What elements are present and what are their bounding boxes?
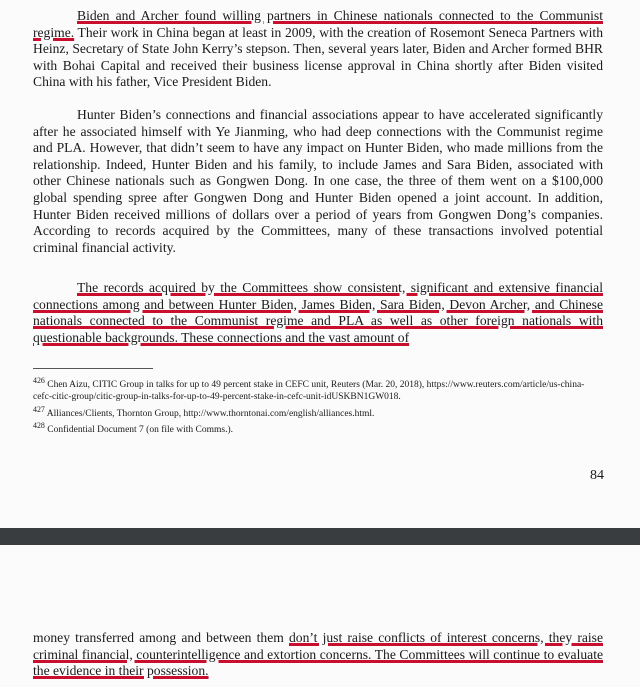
page-number: 84 xyxy=(590,468,604,483)
page-separator xyxy=(0,528,640,545)
highlighted-sentence: don’t just raise conflicts of interest concerns, they raise criminal financial, counterintelligence and extortion concerns. The Committees will continue to evaluate the evidence in their possession. xyxy=(33,630,603,679)
footnote-divider xyxy=(33,368,153,369)
paragraph-continuation xyxy=(33,630,603,680)
highlighted-sentence: Biden and Archer found willing partners in Chinese nationals connected to the Communist regime. xyxy=(33,8,603,40)
paragraph-text: Their work in China began at least in 2009, with the creation of Rosemont Seneca Partners with Heinz, Secretary of State John Kerry’s stepson. Then, several years later, Biden and Archer formed BHR with Bohai Capital and received their business license approval in China shortly after Biden visited China with his father, Vice President Biden. xyxy=(33,24,603,90)
paragraph-3 xyxy=(33,280,603,346)
paragraph-2 xyxy=(33,107,603,256)
paragraph-text: money transferred among and between them xyxy=(33,630,289,645)
footnote-428: $^{428}$ Confidential Document 7 (on file with Comms.). xyxy=(33,420,233,436)
paragraph-text: Hunter Biden’s connections and financial associations appear to have accelerated significantly after he associated himself with Ye Jianming, who had deep connections with the Communist regime and PLA. However, that didn’t seem to have any impact on Hunter Biden, who made millions from the relationship. Indeed, Hunter Biden and his family, to include James and Sara Biden, associated with other Chinese nationals such as Gongwen Dong. In one case, the three of them went on a $100,000 global spending spree after Gongwen Dong and Hunter Biden opened a joint account. In addition, Hunter Biden received millions of dollars over a period of years from Gongwen Dong’s companies. According to records acquired by the Committees, many of these transactions involved potential criminal financial activity. xyxy=(33,107,603,255)
footnotes xyxy=(33,375,603,436)
highlighted-sentence: The records acquired by the Committees show consistent, significant and extensive financial connections among and between Hunter Biden, James Biden, Sara Biden, Devon Archer, and Chinese nationals connected to the Communist regime and PLA as well as other foreign nationals with questionable backgrounds. These connections and the vast amount of xyxy=(33,280,603,345)
footnote-427: $^{427}$ Alliances/Clients, Thornton Group, http://www.thorntonai.com/english/alliances.html. xyxy=(33,404,375,419)
footnote-426: $^{426}$ Chen Aizu, CITIC Group in talks for up to 49 percent stake in CEFC unit, Reuters (Mar. 20, 2018), https://www.reuters.com/article/us-china-cefc-citic-group/citic-group-in-talks-for-up-to-49-percent-stake-in-cefc-unit-idUSKBN1GW018. xyxy=(33,376,585,403)
paragraph-1 xyxy=(33,8,603,91)
